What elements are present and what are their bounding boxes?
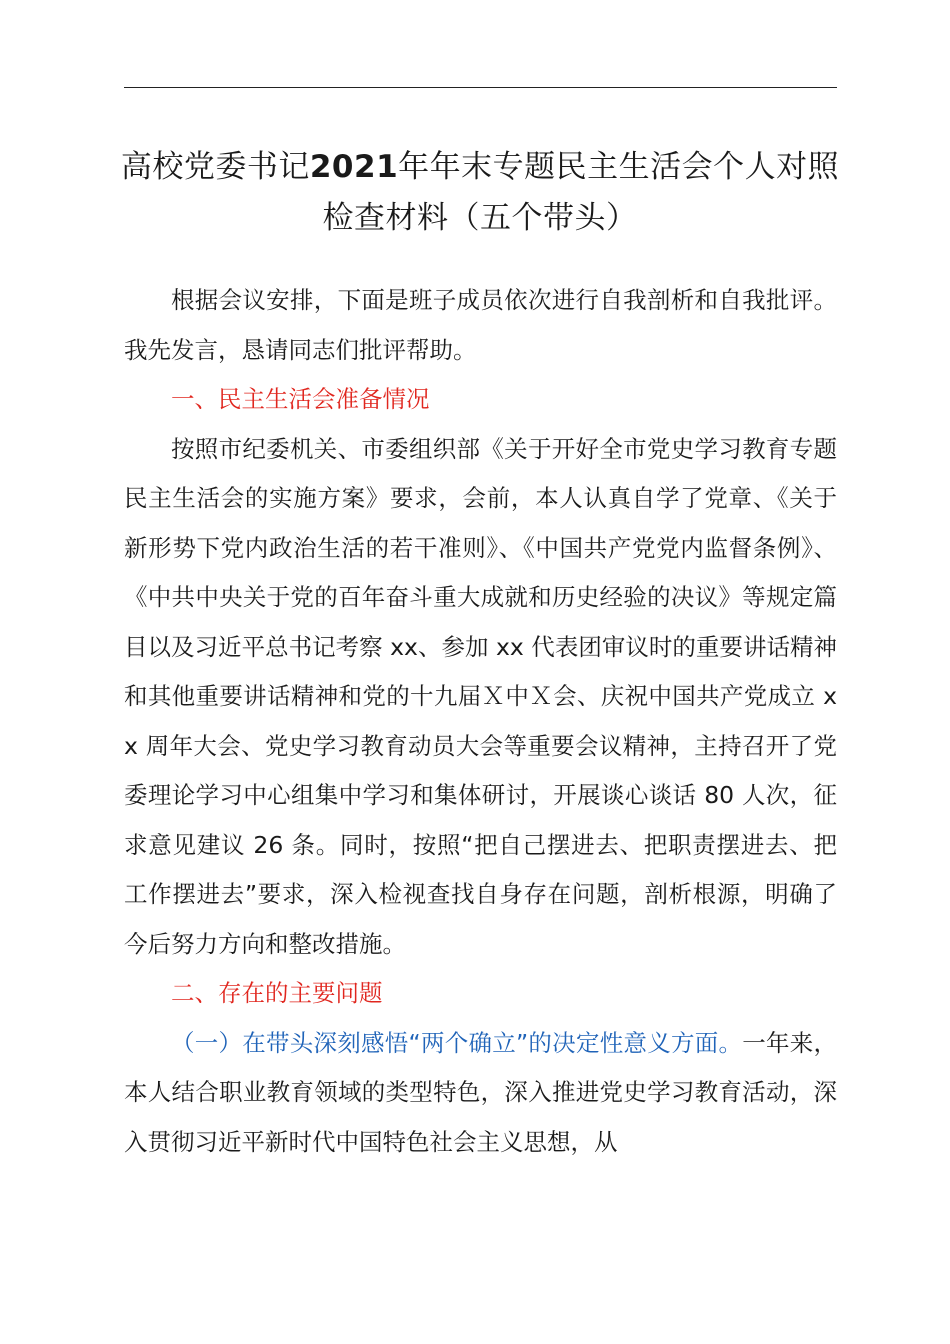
title-year: 2021 bbox=[309, 149, 399, 185]
document-title bbox=[110, 142, 850, 244]
header-rule bbox=[124, 87, 837, 88]
preparation-paragraph: 按照市纪委机关、市委组织部《关于开好全市党史学习教育专题民主生活会的实施方案》要求，会前，本人认真自学了党章、《关于新形势下党内政治生活的若干准则》、《中国共产党党内监督条例》、《中共中央关于党的百年奋斗重大成就和历史经验的决议》等规定篇目以及习近平总书记考察 xx、参加 xx 代表团审议时的重要讲话精神和其他重要讲话精神和党的十九届Ｘ中Ｘ会、庆祝中国共产党成立 xx 周年大会、党史学习教育动员大会等重要会议精神，主持召开了党委理论学习中心组集中学习和集体研讨，开展谈心谈话 80 人次，征求意见建议 26 条。同时，按照“把自己摆进去、把职责摆进去、把工作摆进去”要求，深入检视查找自身存在问题，剖析根源，明确了今后努力方向和整改措施。 bbox=[124, 434, 837, 958]
document-body bbox=[124, 276, 837, 1167]
section-heading-problems: 二、存在的主要问题 bbox=[171, 979, 383, 1007]
section-heading-preparation: 一、民主生活会准备情况 bbox=[171, 385, 430, 413]
subsection-heading: （一）在带头深刻感悟“两个确立”的决定性意义方面。 bbox=[171, 1028, 743, 1057]
title-prefix: 高校党委书记 bbox=[120, 149, 310, 185]
subsection-text: 一年来，本人结合职业教育领域的类型特色，深入推进党史学习教育活动，深入贯彻习近平新时代中国特色社会主义思想，从 bbox=[124, 1028, 837, 1156]
intro-paragraph: 根据会议安排，下面是班子成员依次进行自我剖析和自我批评。我先发言，恳请同志们批评帮助。 bbox=[124, 286, 837, 364]
subsection-paragraph bbox=[124, 1019, 837, 1168]
title-suffix: 年年末专题民主生活会个人对照检查材料（五个带头） bbox=[322, 149, 840, 236]
